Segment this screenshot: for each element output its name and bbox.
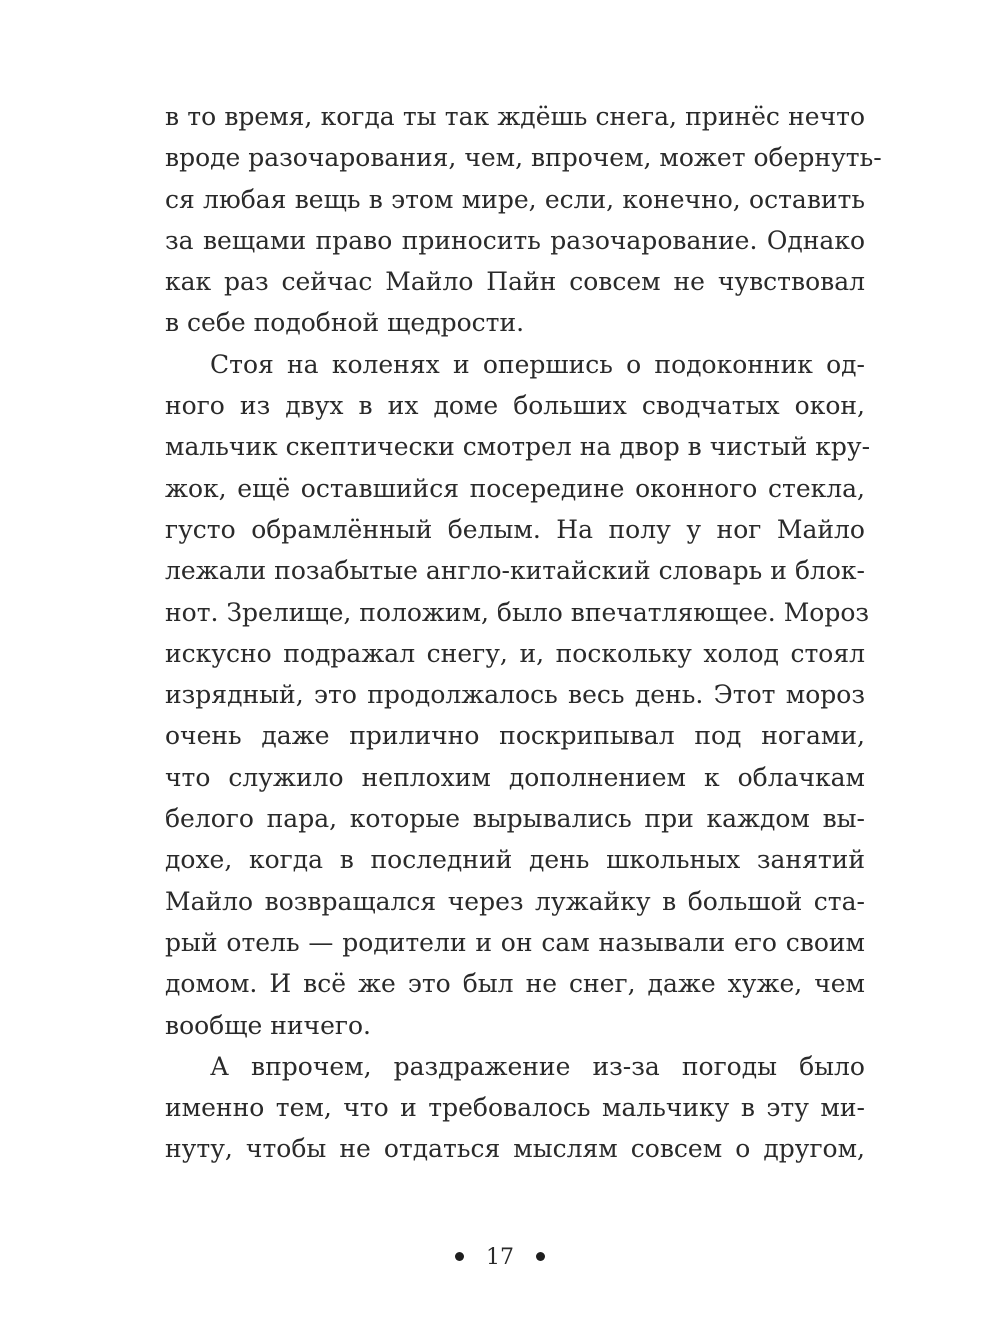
page-number: 17 xyxy=(486,1245,514,1270)
text-line: именно тем, что и требовалось мальчику в эту ми- xyxy=(165,1093,865,1123)
text-line: ся любая вещь в этом мире, если, конечно, оставить xyxy=(165,184,865,214)
text-line: что служило неплохим дополнением к облачкам xyxy=(165,762,865,792)
text-line: как раз сейчас Майло Пайн совсем не чувствовал xyxy=(165,267,865,297)
paragraph xyxy=(165,96,882,344)
text-line: вроде разочарования, чем, впрочем, может обернуть- xyxy=(165,143,882,173)
text-line: изрядный, это продолжалось весь день. Этот мороз xyxy=(165,680,865,710)
text-line: рый отель — родители и он сам называли его своим xyxy=(165,927,865,957)
page-footer xyxy=(0,1243,1000,1273)
text-line: нот. Зрелище, положим, было впечатляющее. Мороз xyxy=(165,597,870,627)
text-line: очень даже прилично поскрипывал под ногами, xyxy=(165,721,865,751)
text-line: дохе, когда в последний день школьных занятий xyxy=(165,845,865,875)
text-line: лежали позабытые англо-китайский словарь и блок- xyxy=(165,556,865,586)
text-line: густо обрамлённый белым. На полу у ног Майло xyxy=(165,514,865,544)
text-line: вообще ничего. xyxy=(165,1010,371,1040)
text-line: мальчик скептически смотрел на двор в чистый кру- xyxy=(165,432,871,462)
text-line: искусно подражал снегу, и, поскольку холод стоял xyxy=(165,638,865,668)
text-line: Майло возвращался через лужайку в большой ста- xyxy=(165,886,865,916)
text-line: А впрочем, раздражение из-за погоды было xyxy=(210,1051,865,1081)
text-line: белого пара, которые вырывались при каждом вы- xyxy=(165,804,865,834)
text-line: за вещами право приносить разочарование. Однако xyxy=(165,225,865,255)
paragraph xyxy=(165,344,871,1046)
text-line: жок, ещё оставшийся посередине оконного стекла, xyxy=(165,473,865,503)
left-bullet-ornament xyxy=(455,1252,464,1261)
text-line: нуту, чтобы не отдаться мыслям совсем о другом, xyxy=(165,1134,865,1164)
text-line: ного из двух в их доме больших сводчатых окон, xyxy=(165,391,865,421)
text-line: в то время, когда ты так ждёшь снега, принёс нечто xyxy=(165,102,865,131)
text-line: в себе подобной щедрости. xyxy=(165,308,525,338)
text-line: домом. И всё же это был не снег, даже хуже, чем xyxy=(165,969,865,999)
body-text xyxy=(165,96,882,1170)
paragraph xyxy=(165,1046,865,1170)
right-bullet-ornament xyxy=(536,1252,545,1261)
text-line: Стоя на коленях и опершись о подоконник од- xyxy=(210,349,865,379)
